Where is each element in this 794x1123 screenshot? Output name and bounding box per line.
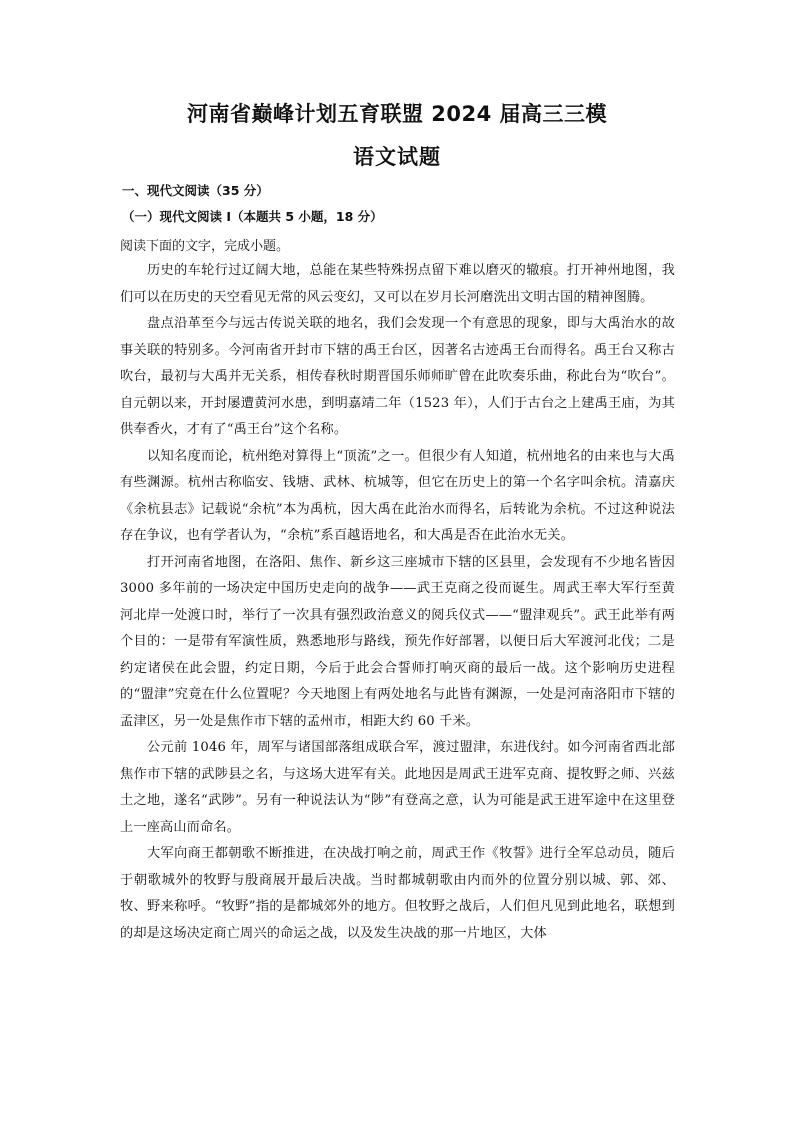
document-title: 河南省巅峰计划五育联盟 2024 届高三三模 [186, 102, 608, 126]
passage-paragraph: 打开河南省地图，在洛阳、焦作、新乡这三座城市下辖的区县里，会发现有不少地名皆因 3000 多年前的一场决定中国历史走向的战争——武王克商之役而诞生。周武王率大军行至黄河北岸一处渡口时，举行了一次具有强烈政治意义的阅兵仪式——“盟津观兵”。武王此举有两个目的：一是带有军演性质，熟悉地形与路线，预先作好部署，以便日后大军渡河北伐；二是约定诸侯在此会盟，约定日期，今后于此会合誓师打响灭商的最后一战。这个影响历史进程的“盟津”究竟在什么位置呢？今天地图上有两处地名与此皆有渊源，一处是河南洛阳市下辖的孟津区，另一处是焦作市下辖的孟州市，相距大约 60 千米。 [120, 554, 675, 729]
passage-paragraph: 公元前 1046 年，周军与诸国部落组成联合军，渡过盟津，东进伐纣。如今河南省西北部焦作市下辖的武陟县之名，与这场大进军有关。此地因是周武王进军克商、提牧野之师、兴兹土之地，遂名“武陟”。另有一种说法认为“陟”有登高之意，认为可能是武王进军途中在这里登上一座高山而命名。 [120, 740, 675, 835]
passage-paragraph: 历史的车轮行过辽阔大地，总能在某些特殊拐点留下难以磨灭的辙痕。打开神州地图，我们可以在历史的天空看见无常的风云变幻，又可以在岁月长河磨洗出文明古国的精神图腾。 [120, 263, 675, 305]
passage-paragraph: 盘点沿革至今与远古传说关联的地名，我们会发现一个有意思的现象，即与大禹治水的故事关联的特别多。今河南省开封市下辖的禹王台区，因著名古迹禹王台而得名。禹王台又称古吹台，最初与大禹并无关系，相传春秋时期晋国乐师师旷曾在此吹奏乐曲，称此台为“吹台”。自元朝以来，开封屡遭黄河水患，到明嘉靖二年（1523 年），人们于古台之上建禹王庙，为其供奉香火，才有了“禹王台”这个名称。 [120, 316, 675, 437]
passage-paragraph: 大军向商王都朝歌不断推进，在决战打响之前，周武王作《牧誓》进行全军总动员，随后于朝歌城外的牧野与殷商展开最后决战。当时都城朝歌由内而外的位置分别以城、郭、郊、牧、野来称呼。“牧野”指的是都城郊外的地方。但牧野之战后，人们但凡见到此地名，联想到的却是这场决定商亡周兴的命运之战，以及发生决战的那一片地区，大体 [120, 846, 675, 941]
subsection-heading: （一）现代文阅读 I（本题共 5 小题，18 分） [122, 209, 383, 224]
passage-body [120, 258, 675, 947]
document-subtitle: 语文试题 [353, 145, 441, 169]
reading-instruction: 阅读下面的文字，完成小题。 [120, 239, 290, 254]
section-heading: 一、现代文阅读（35 分） [122, 183, 269, 198]
passage-paragraph: 以知名度而论，杭州绝对算得上“顶流”之一。但很少有人知道，杭州地名的由来也与大禹有些渊源。杭州古称临安、钱塘、武林、杭城等，但它在历史上的第一个名字叫余杭。清嘉庆《余杭县志》记载说“余杭”本为禹杭，因大禹在此治水而得名，后转讹为余杭。不过这种说法存在争议，也有学者认为，“余杭”系百越语地名，和大禹是否在此治水无关。 [120, 448, 675, 543]
